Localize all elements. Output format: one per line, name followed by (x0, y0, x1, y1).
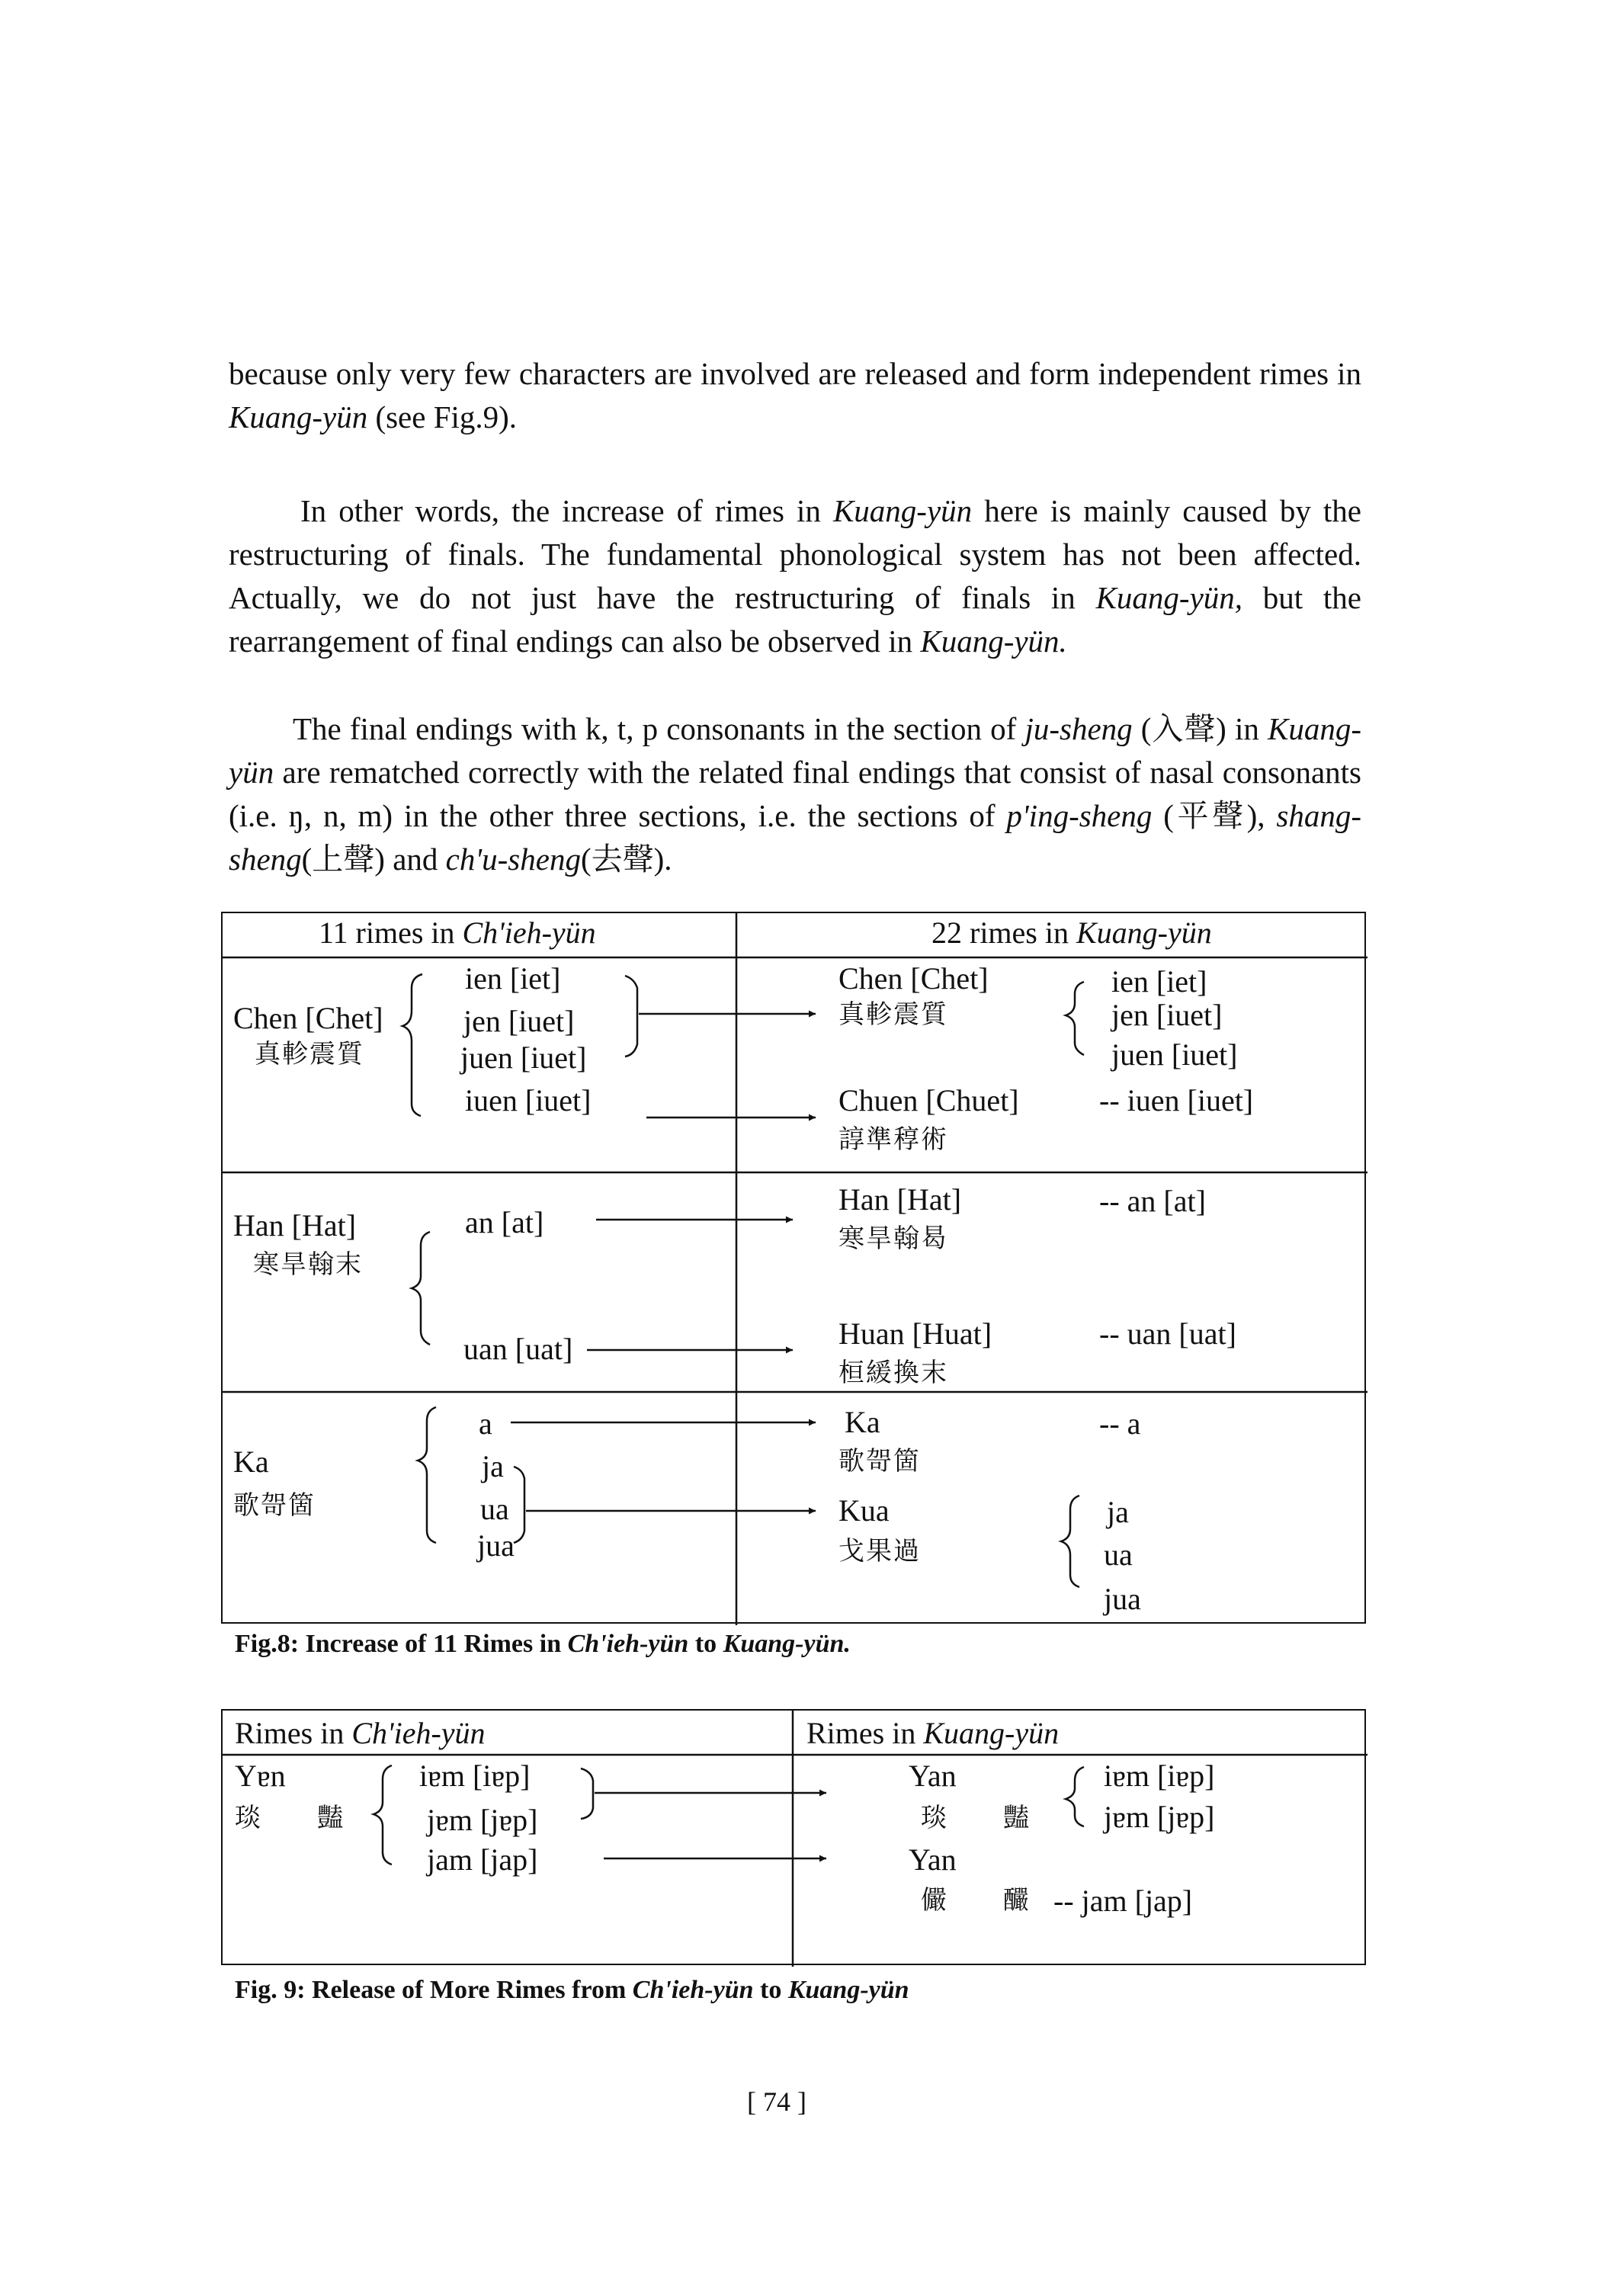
paragraph-3 (229, 707, 1361, 881)
p3-text-c: are rematched correctly with the related final endings that consist of nasal consonants (i.e. ŋ, n, m) in the other three sections, i.e. the sections of (229, 755, 1361, 833)
fig8-ka-final-3: ua (480, 1492, 509, 1526)
fig8-han-r1-zh: 寒旱翰曷 (838, 1223, 948, 1254)
p1-text-a: because only very few characters are involved are released and form independent rimes in (229, 356, 1361, 391)
fig8-chen-zh: 真軫震質 (255, 1039, 364, 1069)
fig8-ka-r2-final-1: ja (1107, 1495, 1129, 1529)
fig9-r2-zh-1: 儼 (921, 1885, 948, 1916)
fig8-ka-r2-zh: 戈果過 (838, 1536, 921, 1566)
fig8-ka-final-4: jua (477, 1528, 515, 1563)
fig8-han-r2-name: Huan [Huat] (838, 1316, 992, 1351)
p3-ping-sheng-zh: (平聲), (1152, 798, 1265, 833)
fig9-r2-zh-2: 釅 (1003, 1885, 1031, 1916)
fig8-han-name: Han [Hat] (233, 1208, 357, 1243)
fig8-han-r2-zh: 桓緩換末 (838, 1358, 948, 1388)
p3-chu-sheng: ch'u-sheng (445, 842, 581, 877)
paragraph-2 (229, 489, 1361, 663)
fig8-ka-r2-name: Kua (838, 1493, 890, 1528)
fig8-table (221, 912, 1366, 1624)
fig9-right-header: Rimes in Kuang-yün (806, 1716, 1060, 1750)
fig8-han-r1-final: -- an [at] (1099, 1184, 1206, 1218)
fig9-r1-final-1: iɐm [iɐp] (1104, 1759, 1215, 1793)
fig8-right-header: 22 rimes in Kuang-yün (931, 916, 1212, 950)
p3-ju-sheng-zh: (入聲) (1132, 711, 1226, 746)
fig8-ka-final-1: a (479, 1406, 492, 1441)
p2-text-b: here is mainly caused by the restructuring of finals. The fundamental phonological system has not been affected. Actually, we do not just have the restructuring of finals in (229, 493, 1361, 615)
fig8-chen-r1-final-2: jen [iuet] (1111, 998, 1223, 1032)
fig8-ka-r1-name: Ka (845, 1405, 880, 1439)
fig8-ka-r1-final: -- a (1099, 1406, 1141, 1441)
fig9-r2-name: Yan (909, 1842, 957, 1877)
fig8-ka-r2-final-3: jua (1104, 1582, 1141, 1616)
fig8-ka-r2-final-2: ua (1104, 1538, 1133, 1572)
fig8-chen-r2-final: -- iuen [iuet] (1099, 1083, 1254, 1118)
fig9-r1-zh-1: 琰 (921, 1803, 948, 1833)
fig8-han-final-2: uan [uat] (463, 1332, 573, 1366)
fig8-ka-zh: 歌哿箇 (233, 1490, 316, 1521)
fig9-left-final-3: jam [jap] (427, 1842, 538, 1877)
p1-text-b: (see Fig.9). (367, 399, 518, 435)
fig9-r2-final: -- jam [jap] (1053, 1884, 1193, 1918)
fig8-chen-r2-name: Chuen [Chuet] (838, 1083, 1019, 1118)
fig9-r1-zh-2: 豔 (1003, 1803, 1031, 1833)
p2-kuang-yun-1: Kuang-yün (832, 493, 973, 528)
p3-shang-sheng-zh: (上聲) (301, 842, 385, 877)
fig9-left-final-1: iɐm [iɐp] (419, 1759, 531, 1793)
p2-text-a: In other words, the increase of rimes in (300, 493, 833, 528)
fig9-r1-final-2: jɐm [jɐp] (1104, 1800, 1215, 1834)
fig8-caption: Fig.8: Increase of 11 Rimes in Ch'ieh-yün to Kuang-yün. (235, 1630, 851, 1658)
page-number: [ 74 ] (747, 2086, 806, 2117)
fig8-ka-r1-zh: 歌哿箇 (838, 1446, 921, 1477)
fig8-chen-final-4: iuen [iuet] (465, 1083, 592, 1118)
p3-text-e: . (664, 842, 672, 877)
p2-kuang-yun-2: Kuang-yün, (1095, 580, 1243, 615)
fig8-left-header: 11 rimes in Ch'ieh-yün (319, 916, 596, 950)
fig9-left-zh-1: 琰 (235, 1803, 262, 1833)
fig8-han-r1-name: Han [Hat] (838, 1182, 962, 1217)
p3-kuang-yun: Kuang-yün (229, 711, 1361, 790)
fig8-chen-r1-final-1: ien [iet] (1111, 964, 1207, 999)
fig8-chen-r1-zh: 真軫震質 (838, 999, 948, 1030)
fig9-left-zh-2: 豔 (317, 1803, 345, 1833)
fig8-han-final-1: an [at] (465, 1205, 544, 1239)
p3-chu-sheng-zh: (去聲) (580, 842, 665, 877)
fig8-chen-name: Chen [Chet] (233, 1001, 383, 1035)
p2-kuang-yun-3: Kuang-yün. (920, 624, 1067, 659)
fig8-chen-r1-final-3: juen [iuet] (1111, 1037, 1238, 1072)
fig8-chen-final-1: ien [iet] (465, 961, 561, 996)
fig9-left-final-2: jɐm [jɐp] (427, 1803, 538, 1837)
fig8-chen-r2-zh: 諄準稕術 (838, 1124, 948, 1155)
fig8-han-r2-final: -- uan [uat] (1099, 1316, 1236, 1351)
fig9-r1-name: Yan (909, 1759, 957, 1793)
p3-text-d: and (384, 842, 446, 877)
fig8-chen-final-2: jen [iuet] (463, 1004, 575, 1038)
p3-ping-sheng: p'ing-sheng (1006, 798, 1153, 833)
fig8-han-zh: 寒旱翰末 (253, 1249, 363, 1280)
p3-shang-sheng: shang-sheng (229, 798, 1361, 877)
fig8-chen-r1-name: Chen [Chet] (838, 961, 989, 996)
paragraph-1 (229, 352, 1361, 439)
p3-ju-sheng: ju-sheng (1024, 711, 1133, 746)
fig8-chen-final-3: juen [iuet] (460, 1041, 587, 1075)
fig9-table (221, 1709, 1366, 1965)
fig8-ka-name: Ka (233, 1445, 269, 1479)
fig9-caption: Fig. 9: Release of More Rimes from Ch'ieh-yün to Kuang-yün (235, 1976, 909, 2004)
p3-text-a: The final endings with k, t, p consonants in the section of (293, 711, 1025, 746)
p1-kuang-yun: Kuang-yün (229, 399, 368, 435)
fig9-left-header: Rimes in Ch'ieh-yün (235, 1716, 486, 1750)
fig8-ka-final-2: ja (482, 1449, 504, 1483)
fig9-left-name: Yɐn (235, 1759, 286, 1793)
p2-text-c: but the rearrangement of final endings can also be observed in (229, 580, 1361, 659)
p3-text-b: in (1226, 711, 1268, 746)
